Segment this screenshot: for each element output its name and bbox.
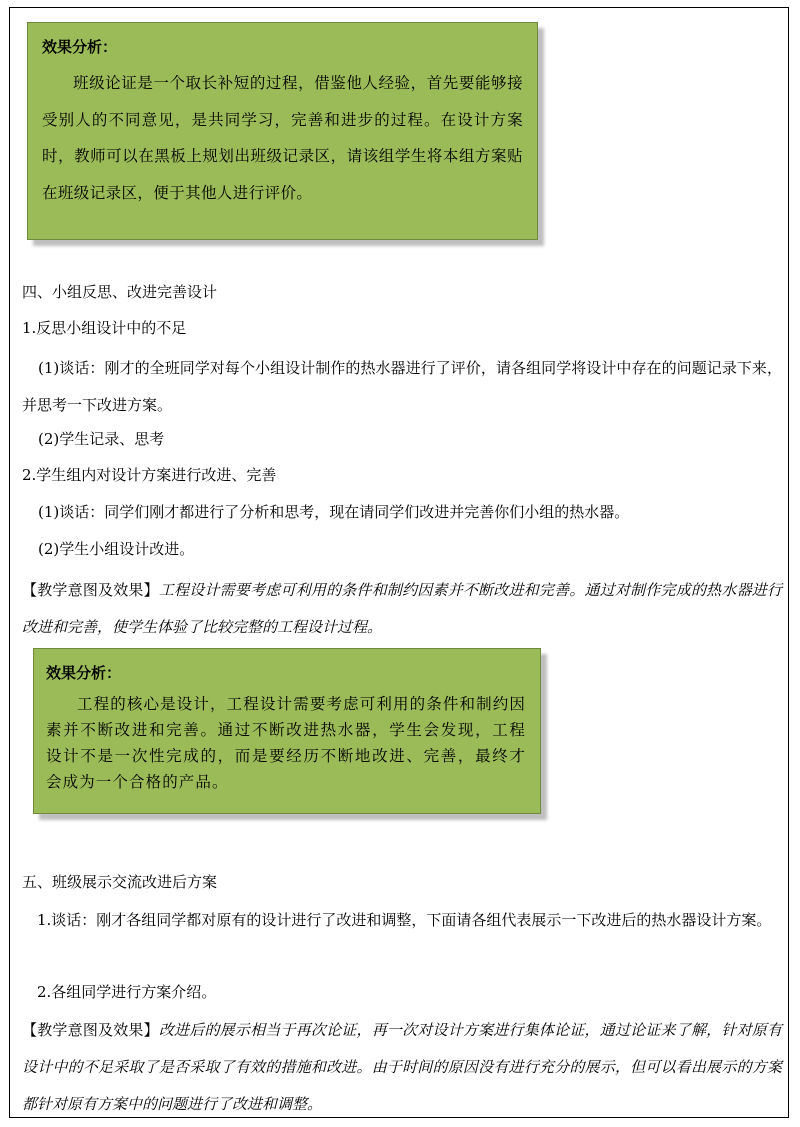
section-4-intent-label: 【教学意图及效果】 bbox=[22, 581, 159, 599]
section-4-item-2-1: (1)谈话：同学们刚才都进行了分析和思考，现在请同学们改进并完善你们小组的热水器。 bbox=[38, 503, 630, 521]
box-1-title: 效果分析： bbox=[42, 38, 118, 56]
section-5-heading: 五、班级展示交流改进后方案 bbox=[22, 873, 218, 891]
section-5-teaching-intent bbox=[22, 1012, 782, 1123]
box-2-title: 效果分析： bbox=[46, 664, 122, 682]
section-4-item-1-2: (2)学生记录、思考 bbox=[38, 430, 165, 448]
effect-analysis-box-2 bbox=[33, 648, 541, 814]
section-4-heading: 四、小组反思、改进完善设计 bbox=[22, 283, 218, 301]
section-5-item-1: 1.谈话：刚才各组同学都对原有的设计进行了改进和调整，下面请各组代表展示一下改进后的热水器设计方案。 bbox=[37, 911, 772, 929]
section-4-item-1-1: (1)谈话：刚才的全班同学对每个小组设计制作的热水器进行了评价，请各组同学将设计中存在的问题记录下来，并思考一下改进方案。 bbox=[22, 359, 782, 414]
section-5-item-2: 2.各组同学进行方案介绍。 bbox=[37, 983, 217, 1001]
box-1-text: 班级论证是一个取长补短的过程，借鉴他人经验，首先要能够接受别人的不同意见，是共同学习，完善和进步的过程。在设计方案时，教师可以在黑板上规划出班级记录区，请该组学生将本组方案贴在班级记录区，便于其他人进行评价。 bbox=[42, 74, 523, 202]
section-4-item-2-2: (2)学生小组设计改进。 bbox=[38, 540, 195, 558]
section-5-intent-label: 【教学意图及效果】 bbox=[22, 1021, 159, 1039]
section-4-item-2: 2.学生组内对设计方案进行改进、完善 bbox=[22, 466, 277, 484]
section-5-intent-text: 改进后的展示相当于再次论证，再一次对设计方案进行集体论证，通过论证来了解，针对原有设计中的不足采取了是否采取了有效的措施和改进。由于时间的原因没有进行充分的展示，但可以看出展示的方案都针对原有方案中的问题进行了改进和调整。 bbox=[22, 1021, 782, 1113]
section-4-item-1: 1.反思小组设计中的不足 bbox=[22, 319, 187, 337]
section-4-intent-text: 工程设计需要考虑可利用的条件和制约因素并不断改进和完善。通过对制作完成的热水器进行改进和完善，使学生体验了比较完整的工程设计过程。 bbox=[22, 581, 782, 636]
section-4-teaching-intent bbox=[22, 572, 782, 646]
effect-analysis-box-1 bbox=[27, 22, 538, 240]
box-2-text: 工程的核心是设计，工程设计需要考虑可利用的条件和制约因素并不断改进和完善。通过不断改进热水器，学生会发现，工程设计不是一次性完成的，而是要经历不断地改进、完善，最终才会成为一个合格的产品。 bbox=[46, 695, 526, 791]
